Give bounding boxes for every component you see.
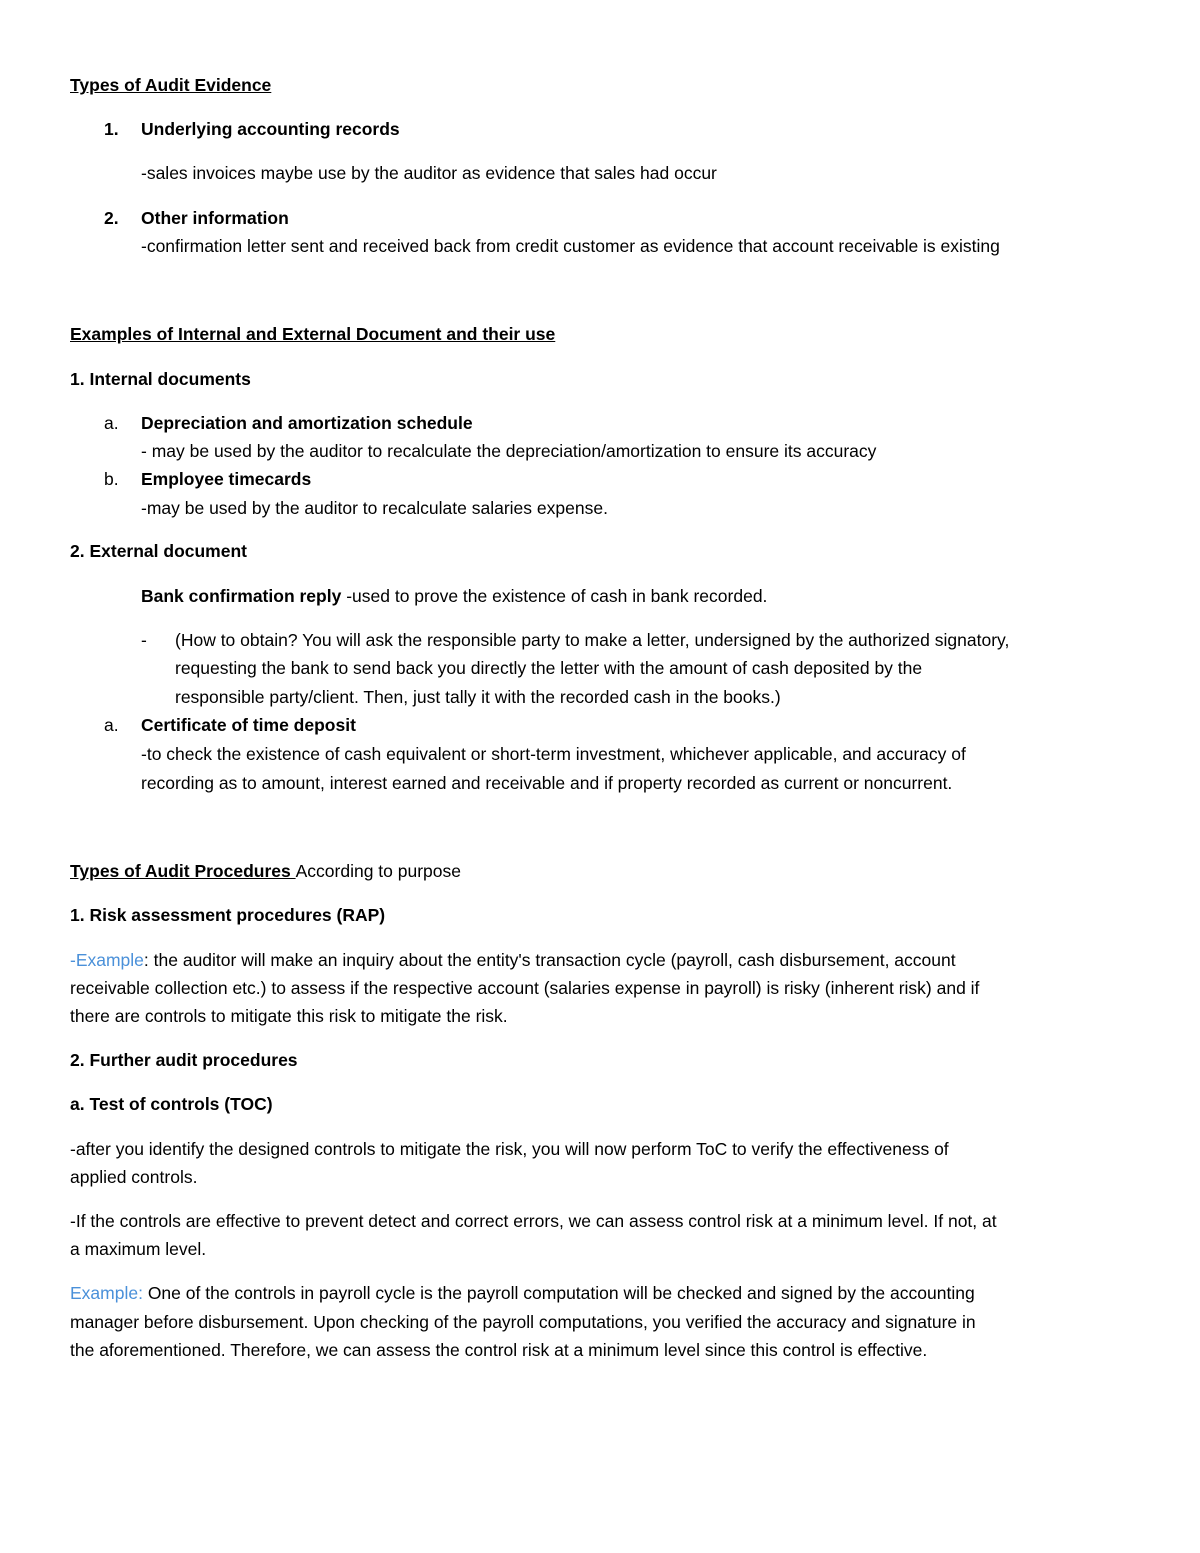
toc-example-text: One of the controls in payroll cycle is the payroll computation will be checked and signed by the accounting (142, 1283, 975, 1303)
list-marker: a. (104, 413, 119, 433)
list-number: 2. (104, 208, 119, 228)
rap-example-text: receivable collection etc.) to assess if the respective account (salaries expense in payroll) is risky (inherent risk) and if (70, 978, 980, 998)
example-label: Example: (70, 1283, 143, 1303)
rap-example-text: : the auditor will make an inquiry about the entity's transaction cycle (payroll, cash disbursement, account (143, 950, 956, 970)
toc-paragraph: applied controls. (70, 1167, 198, 1187)
section-heading-internal-external-documents: Examples of Internal and External Document and their use (70, 324, 556, 344)
item-description: -to check the existence of cash equivalent or short-term investment, whichever applicable, and accuracy of (141, 744, 966, 764)
item-description: -confirmation letter sent and received back from credit customer as evidence that account receivable is existing (141, 236, 1000, 256)
subheading-test-of-controls: a. Test of controls (TOC) (70, 1094, 273, 1114)
toc-example-text: manager before disbursement. Upon checking of the payroll computations, you verified the accuracy and signature in (70, 1312, 976, 1332)
item-description: -may be used by the auditor to recalculate salaries expense. (141, 498, 608, 518)
bank-confirmation-description: -used to prove the existence of cash in bank recorded. (341, 586, 768, 606)
bullet-dash: - (141, 630, 147, 650)
rap-example-line (70, 949, 956, 971)
bank-confirmation-title: Bank confirmation reply (141, 586, 342, 606)
item-title-certificate-time-deposit: Certificate of time deposit (141, 715, 356, 735)
list-marker: a. (104, 715, 119, 735)
toc-paragraph: -after you identify the designed controls to mitigate the risk, you will now perform ToC to verify the effectiveness of (70, 1139, 949, 1159)
rap-example-text: there are controls to mitigate this risk to mitigate the risk. (70, 1006, 508, 1026)
item-description: - may be used by the auditor to recalculate the depreciation/amortization to ensure its accuracy (141, 441, 877, 461)
item-description: recording as to amount, interest earned and receivable and if property recorded as current or noncurrent. (141, 773, 953, 793)
toc-paragraph: -If the controls are effective to prevent detect and correct errors, we can assess control risk at a minimum level. If not, at (70, 1211, 997, 1231)
list-marker: b. (104, 469, 119, 489)
item-title-depreciation-schedule: Depreciation and amortization schedule (141, 413, 473, 433)
item-description: -sales invoices maybe use by the auditor as evidence that sales had occur (141, 163, 717, 183)
item-title-employee-timecards: Employee timecards (141, 469, 312, 489)
toc-paragraph: a maximum level. (70, 1239, 207, 1259)
section-heading-rest: According to purpose (295, 861, 461, 881)
toc-example-text: the aforementioned. Therefore, we can assess the control risk at a minimum level since this control is effective. (70, 1340, 928, 1360)
section-heading-audit-procedures (70, 860, 461, 882)
toc-example-line (70, 1282, 975, 1304)
example-label: -Example (70, 950, 144, 970)
bank-confirmation-line (141, 585, 767, 607)
how-to-obtain-line: responsible party/client. Then, just tally it with the recorded cash in the books.) (175, 687, 781, 707)
section-heading-underlined: Types of Audit Procedures (70, 861, 296, 881)
list-number: 1. (104, 119, 119, 139)
section-heading-types-of-audit-evidence: Types of Audit Evidence (70, 75, 272, 95)
how-to-obtain-line: (How to obtain? You will ask the responsible party to make a letter, undersigned by the authorized signatory, (175, 630, 1010, 650)
subheading-further-procedures: 2. Further audit procedures (70, 1050, 298, 1070)
item-title-underlying-records: Underlying accounting records (141, 119, 400, 139)
subheading-risk-assessment: 1. Risk assessment procedures (RAP) (70, 905, 386, 925)
how-to-obtain-line: requesting the bank to send back you directly the letter with the amount of cash deposited by the (175, 658, 923, 678)
item-title-other-information: Other information (141, 208, 289, 228)
subheading-internal-documents: 1. Internal documents (70, 369, 251, 389)
subheading-external-document: 2. External document (70, 541, 247, 561)
